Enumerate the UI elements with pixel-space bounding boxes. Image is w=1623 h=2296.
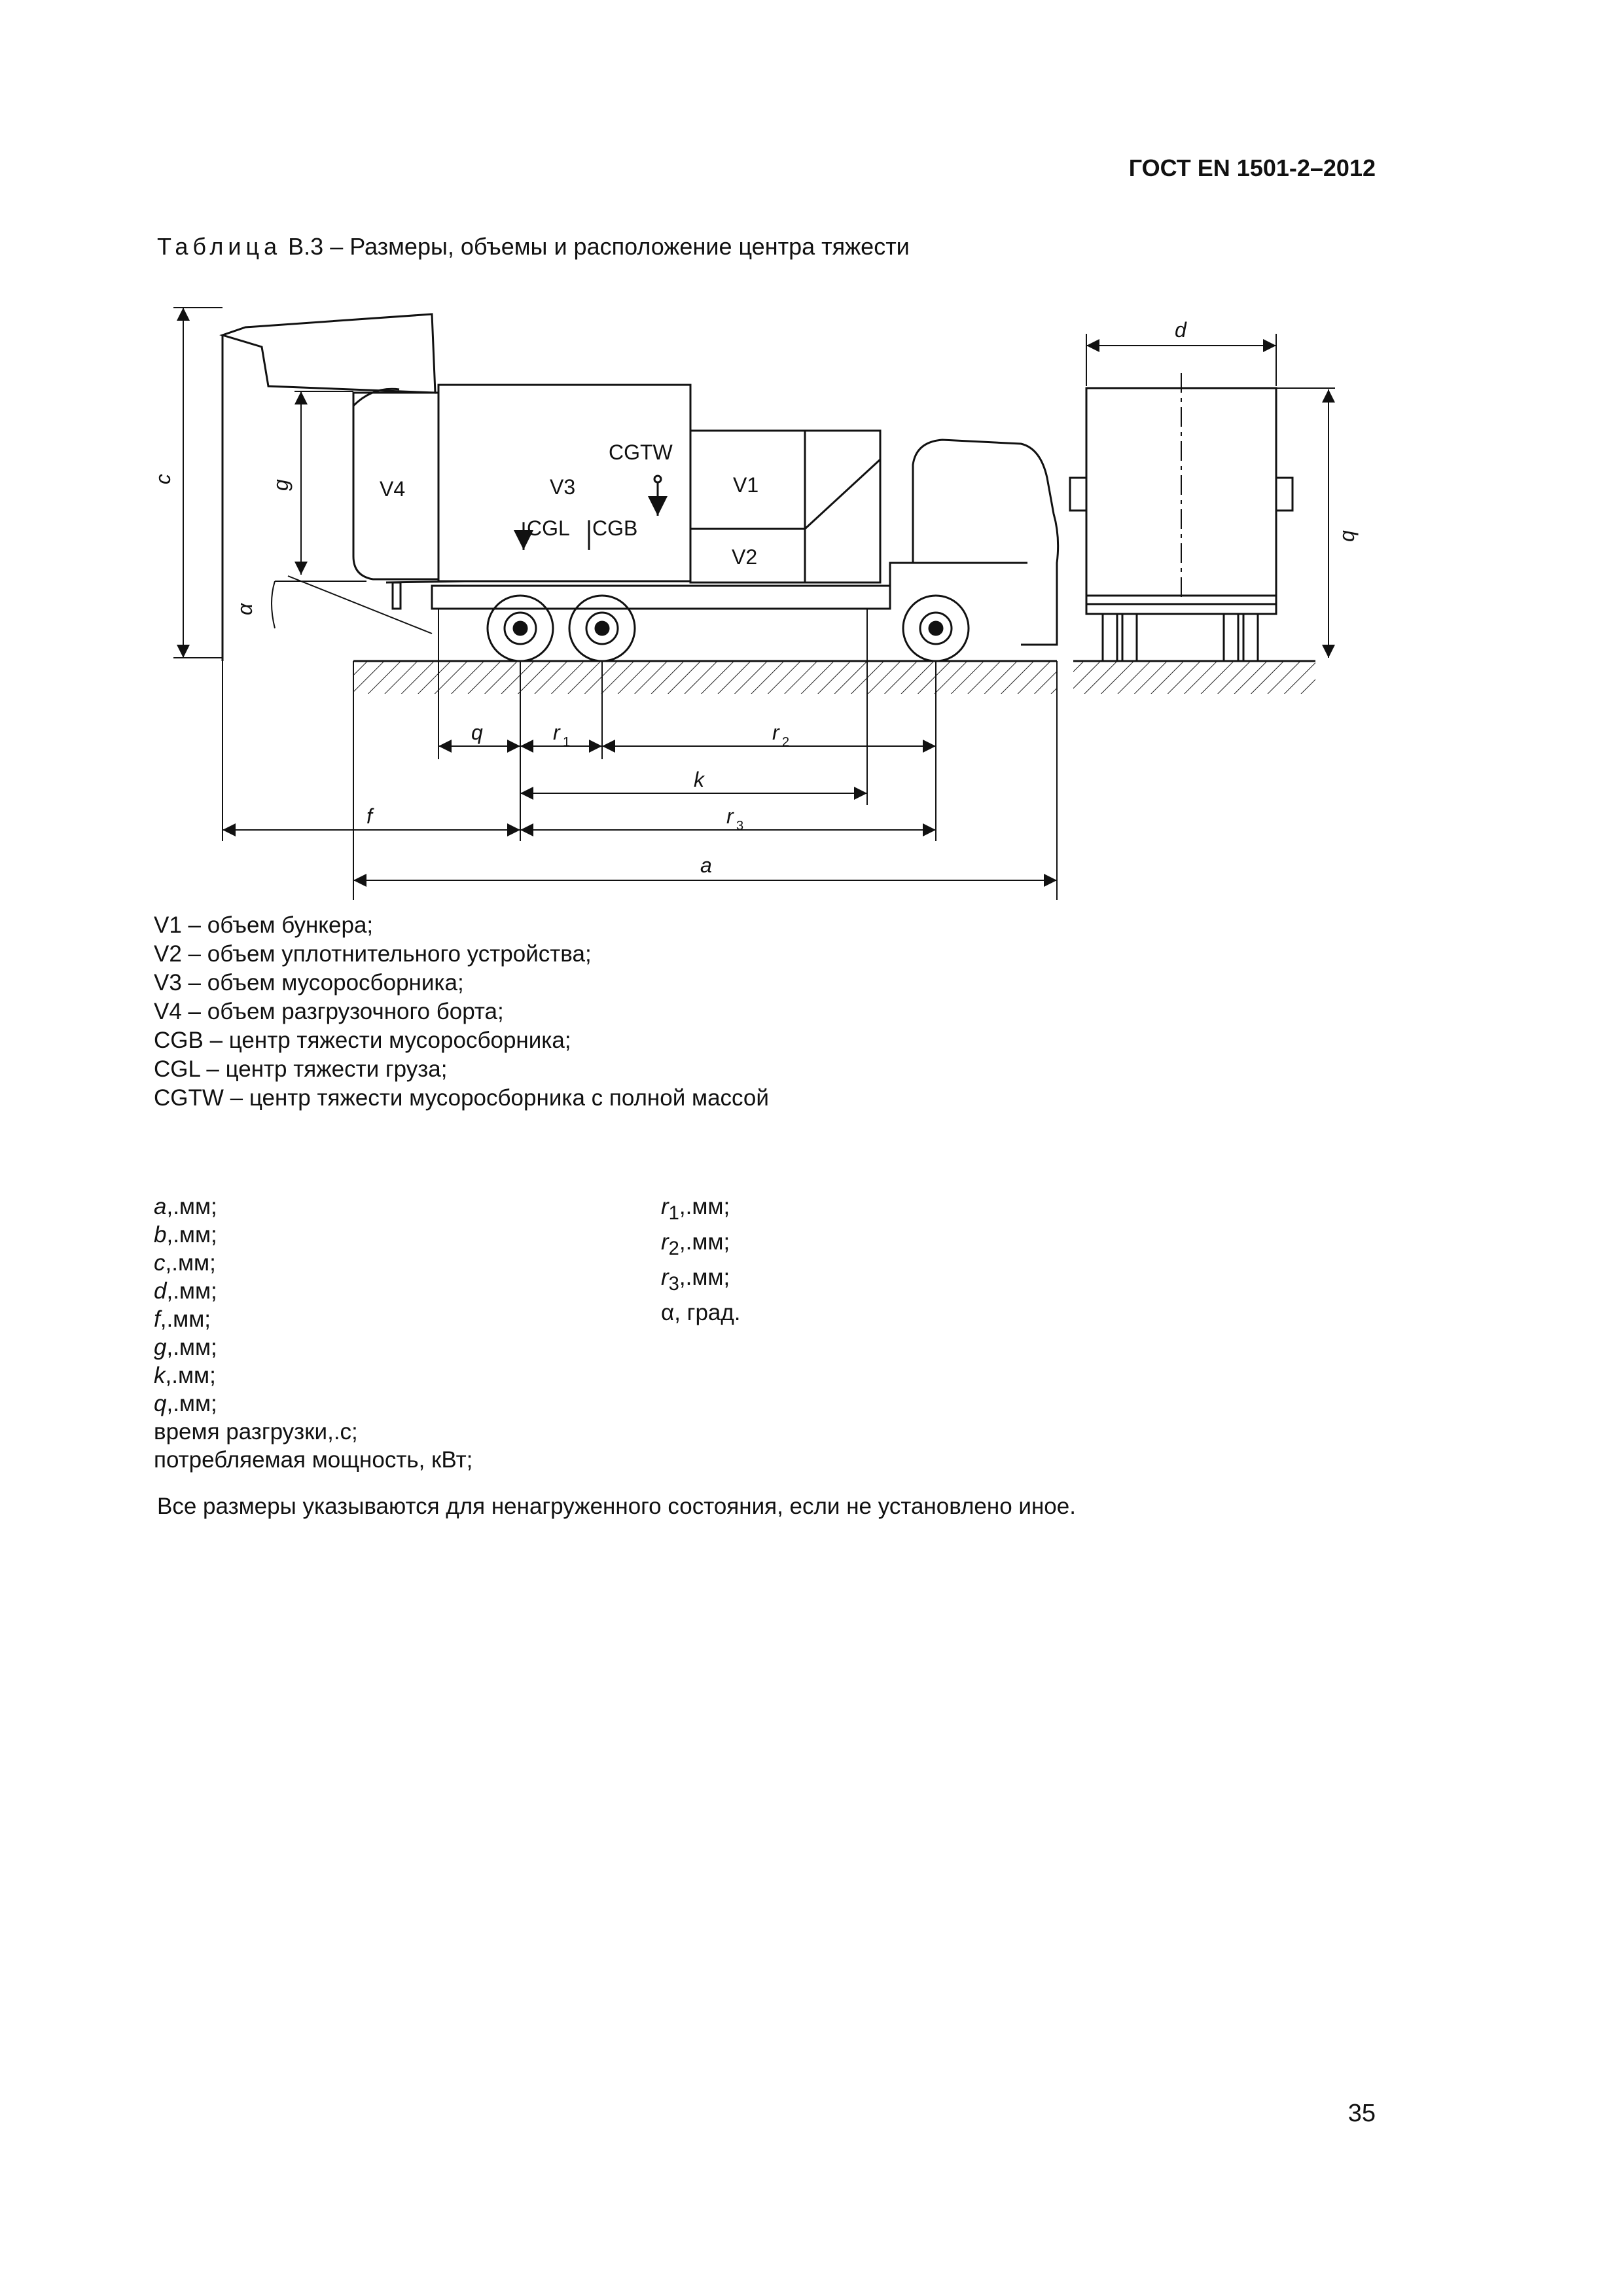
dim-alpha: α	[233, 603, 257, 615]
param-item: a,.мм;	[154, 1194, 217, 1219]
dim-k: k	[694, 768, 704, 791]
dim-a: a	[700, 853, 712, 877]
document-code: ГОСТ EN 1501-2–2012	[1128, 154, 1376, 181]
truck-dimension-drawing	[151, 288, 1362, 916]
label-v4: V4	[380, 477, 406, 501]
dim-c: c	[151, 474, 175, 484]
label-v2: V2	[732, 545, 758, 569]
param-item: c,.мм;	[154, 1250, 216, 1276]
label-v3: V3	[550, 475, 576, 499]
page-number: 35	[1347, 2100, 1376, 2127]
param-item: $r_3,.мм$;	[661, 1265, 730, 1295]
legend-item: CGL – центр тяжести груза;	[154, 1056, 448, 1082]
ground	[353, 661, 1315, 694]
param-item: время разгрузки,.с;	[154, 1419, 358, 1444]
dim-b: b	[1338, 530, 1362, 542]
dim-r3: r	[726, 804, 734, 828]
label-cgb: CGB	[592, 516, 638, 540]
truck-rear-view	[1070, 373, 1293, 661]
legend-item: V3 – объем мусоросборника;	[154, 970, 464, 996]
param-item: f,.мм;	[154, 1306, 211, 1332]
param-item: b,.мм;	[154, 1222, 217, 1247]
param-item: k,.мм;	[154, 1363, 216, 1388]
legend-item: V1 – объем бункера;	[154, 912, 374, 938]
dim-r1: r	[553, 721, 560, 744]
legend-item: V2 – объем уплотнительного устройства;	[154, 941, 592, 967]
legend-item: CGTW – центр тяжести мусоросборника с полной массой	[154, 1085, 769, 1111]
param-item: d,.мм;	[154, 1278, 217, 1304]
param-item: α, град.	[661, 1300, 741, 1325]
param-item: g,.мм;	[154, 1335, 217, 1360]
dim-g: g	[269, 479, 293, 491]
note: Все размеры указываются для ненагруженного состояния, если не установлено иное.	[157, 1494, 1076, 1519]
volume-labels	[380, 440, 758, 569]
truck-side-view	[223, 314, 1058, 661]
caption-label: Таблица	[157, 233, 282, 260]
caption-text: В.3 – Размеры, объемы и расположение центра тяжести	[288, 233, 910, 260]
label-cgl: CGL	[527, 516, 570, 540]
parameter-list-right	[661, 1193, 741, 1327]
dim-r2-sub: 2	[782, 735, 790, 749]
dim-r2: r	[772, 721, 779, 744]
table-caption	[157, 233, 910, 260]
label-v1: V1	[733, 473, 759, 497]
legend-item: CGB – центр тяжести мусоросборника;	[154, 1028, 571, 1053]
departure-angle	[272, 576, 432, 634]
param-item: q,.мм;	[154, 1391, 217, 1416]
param-item: $r_1,.мм$;	[661, 1194, 730, 1224]
dim-f: f	[366, 804, 372, 828]
dim-d: d	[1175, 318, 1186, 342]
param-item: $r_2,.мм$;	[661, 1229, 730, 1259]
param-item: потребляемая мощность, кВт;	[154, 1447, 473, 1473]
parameter-list-left	[154, 1193, 473, 1474]
legend	[154, 911, 769, 1113]
dim-r1-sub: 1	[563, 735, 571, 749]
legend-item: V4 – объем разгрузочного борта;	[154, 999, 504, 1024]
dim-r3-sub: 3	[736, 819, 744, 833]
label-cgtw: CGTW	[609, 440, 673, 464]
dim-q: q	[471, 721, 483, 744]
